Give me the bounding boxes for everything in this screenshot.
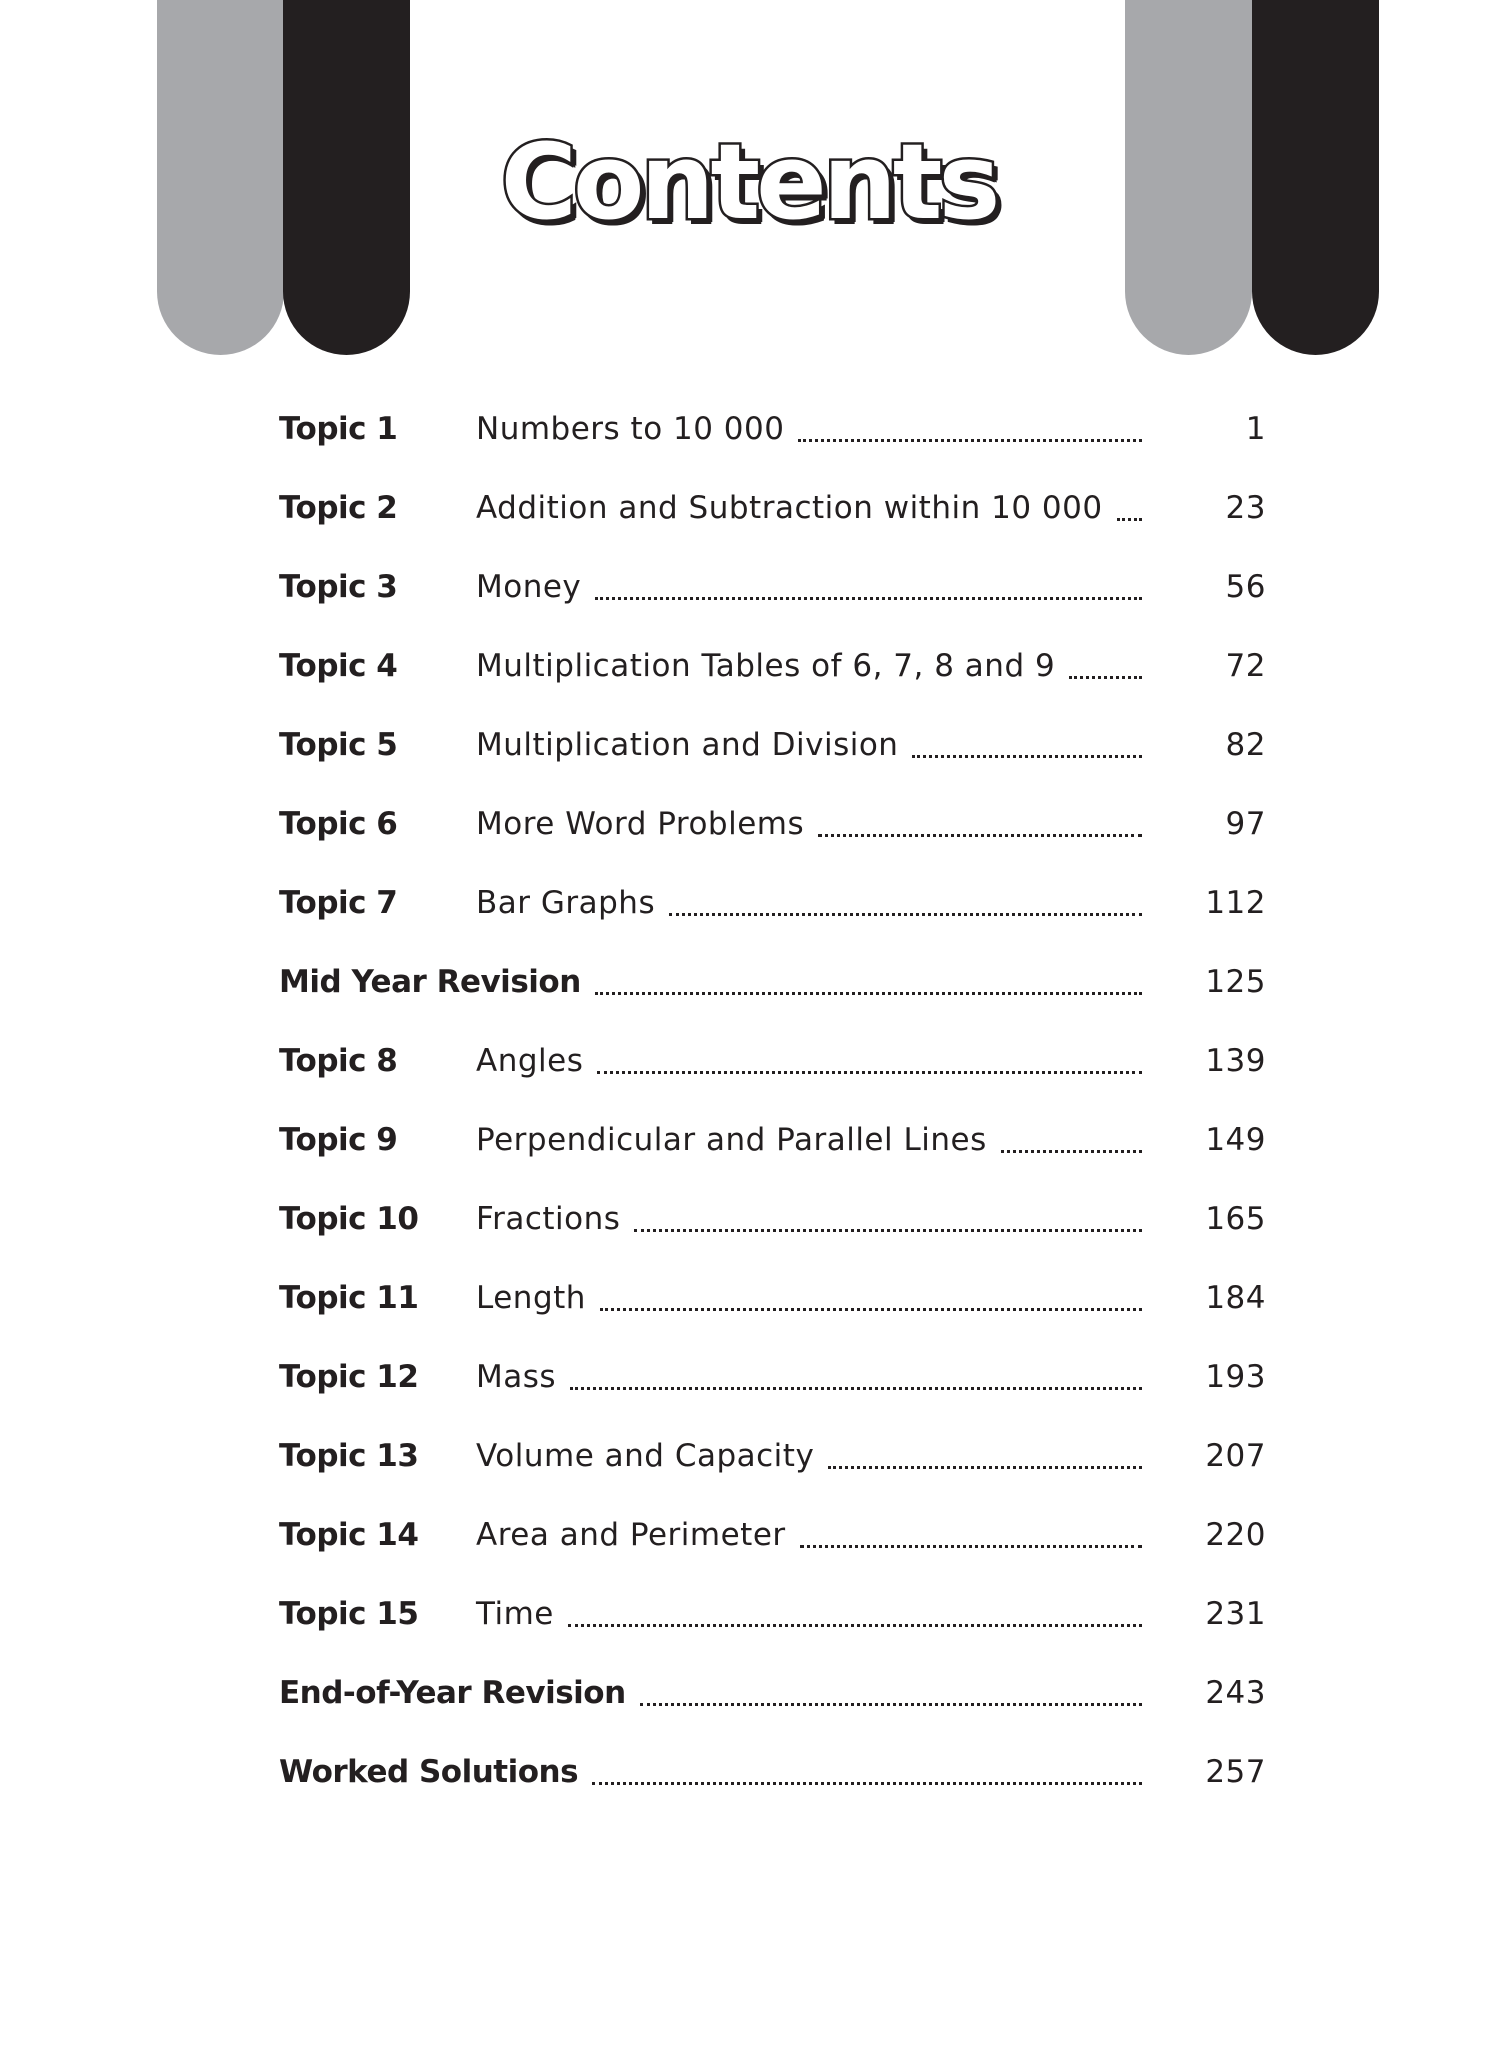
- toc-entry-label: Topic 14: [279, 1517, 419, 1553]
- toc-entry-title: Volume and Capacity: [476, 1438, 815, 1474]
- dot-leader: [592, 1748, 1142, 1785]
- toc-entry-label: Topic 12: [279, 1359, 419, 1395]
- toc-entry-title: Multiplication Tables of 6, 7, 8 and 9: [476, 648, 1056, 684]
- toc-entry-page-number: 23: [1225, 490, 1266, 526]
- toc-entry-title: Multiplication and Division: [476, 727, 899, 763]
- dot-leader: [1069, 642, 1142, 679]
- toc-entry[interactable]: [279, 1432, 1266, 1511]
- dot-leader: [1001, 1116, 1142, 1153]
- toc-entry-page-number: 207: [1205, 1438, 1266, 1474]
- dot-leader: [818, 800, 1142, 837]
- toc-entry[interactable]: [279, 1274, 1266, 1353]
- toc-entry-page-number: 257: [1205, 1754, 1266, 1790]
- toc-entry[interactable]: [279, 1195, 1266, 1274]
- toc-entry-label: Topic 11: [279, 1280, 419, 1316]
- page-title: Contents: [500, 121, 997, 243]
- toc-entry[interactable]: [279, 1748, 1266, 1827]
- toc-entry[interactable]: [279, 879, 1266, 958]
- dot-leader: [595, 563, 1142, 600]
- toc-entry[interactable]: [279, 1511, 1266, 1590]
- toc-entry[interactable]: [279, 563, 1266, 642]
- toc-entry-title: Fractions: [476, 1201, 621, 1237]
- dot-leader: [912, 721, 1142, 758]
- dot-leader: [640, 1669, 1142, 1706]
- dot-leader: [669, 879, 1142, 916]
- toc-entry-page-number: 72: [1225, 648, 1266, 684]
- toc-entry-title: Perpendicular and Parallel Lines: [476, 1122, 987, 1158]
- toc-entry-label: Topic 4: [279, 648, 398, 684]
- toc-entry-title: Time: [476, 1596, 554, 1632]
- toc-entry[interactable]: [279, 405, 1266, 484]
- toc-entry-page-number: 243: [1205, 1675, 1266, 1711]
- toc-entry[interactable]: [279, 484, 1266, 563]
- toc-entry-label: Topic 3: [279, 569, 398, 605]
- toc-entry-page-number: 231: [1205, 1596, 1266, 1632]
- toc-entry[interactable]: [279, 642, 1266, 721]
- toc-entry[interactable]: [279, 1353, 1266, 1432]
- toc-entry-title: Money: [476, 569, 582, 605]
- dot-leader: [600, 1274, 1142, 1311]
- toc-entry[interactable]: [279, 958, 1266, 1037]
- toc-entry[interactable]: [279, 1037, 1266, 1116]
- toc-entry-page-number: 165: [1205, 1201, 1266, 1237]
- dot-leader: [597, 1037, 1142, 1074]
- toc-entry-page-number: 56: [1225, 569, 1266, 605]
- toc-entry-title: Numbers to 10 000: [476, 411, 785, 447]
- toc-entry[interactable]: [279, 800, 1266, 879]
- toc-entry-page-number: 82: [1225, 727, 1266, 763]
- toc-entry-title: Mass: [476, 1359, 557, 1395]
- toc-entry-label: Topic 13: [279, 1438, 419, 1474]
- dot-leader: [570, 1353, 1142, 1390]
- toc-entry-title: Addition and Subtraction within 10 000: [476, 490, 1103, 526]
- toc-entry[interactable]: [279, 721, 1266, 800]
- toc-entry-label: Topic 10: [279, 1201, 419, 1237]
- toc-entry-title: Bar Graphs: [476, 885, 656, 921]
- toc-entry-page-number: 139: [1205, 1043, 1266, 1079]
- toc-entry-label: Topic 5: [279, 727, 398, 763]
- toc-entry-label: Topic 7: [279, 885, 398, 921]
- dot-leader: [595, 958, 1142, 995]
- toc-entry-title: Angles: [476, 1043, 584, 1079]
- toc-entry-label: Topic 9: [279, 1122, 398, 1158]
- dot-leader: [1117, 484, 1142, 521]
- toc-entry-label: Topic 2: [279, 490, 398, 526]
- toc-entry-page-number: 220: [1205, 1517, 1266, 1553]
- toc-entry-label: Topic 6: [279, 806, 398, 842]
- toc-entry[interactable]: [279, 1116, 1266, 1195]
- table-of-contents: [279, 405, 1266, 1827]
- toc-entry-label: End-of-Year Revision: [279, 1675, 626, 1711]
- toc-entry-page-number: 1: [1245, 411, 1266, 447]
- toc-entry-label: Topic 8: [279, 1043, 398, 1079]
- toc-entry[interactable]: [279, 1669, 1266, 1748]
- toc-entry-page-number: 193: [1205, 1359, 1266, 1395]
- toc-entry-label: Worked Solutions: [279, 1754, 579, 1790]
- dot-leader: [798, 405, 1142, 442]
- toc-entry-page-number: 149: [1205, 1122, 1266, 1158]
- toc-entry-title: Length: [476, 1280, 586, 1316]
- toc-entry-page-number: 112: [1205, 885, 1266, 921]
- toc-entry-label: Topic 15: [279, 1596, 419, 1632]
- toc-entry[interactable]: [279, 1590, 1266, 1669]
- toc-entry-label: Mid Year Revision: [279, 964, 581, 1000]
- dot-leader: [800, 1511, 1142, 1548]
- title-container: [0, 121, 1497, 243]
- dot-leader: [568, 1590, 1142, 1627]
- toc-entry-title: Area and Perimeter: [476, 1517, 786, 1553]
- toc-entry-title: More Word Problems: [476, 806, 805, 842]
- dot-leader: [634, 1195, 1142, 1232]
- toc-entry-page-number: 184: [1205, 1280, 1266, 1316]
- toc-entry-page-number: 97: [1225, 806, 1266, 842]
- toc-entry-page-number: 125: [1205, 964, 1266, 1000]
- toc-entry-label: Topic 1: [279, 411, 398, 447]
- dot-leader: [828, 1432, 1142, 1469]
